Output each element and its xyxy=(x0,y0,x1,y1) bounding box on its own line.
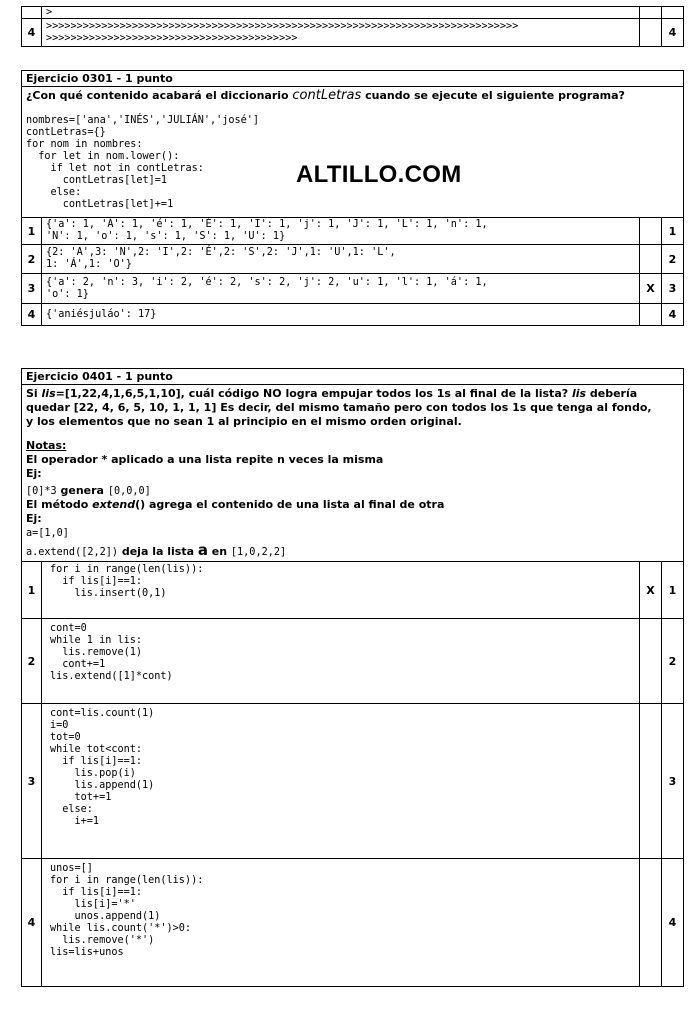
option-code: unos=[] for i in range(len(lis)): if lis[i]==1: lis[i]='*' unos.append(1) while lis.count('*')>0: lis.remove('*') lis=lis+unos xyxy=(42,859,640,987)
option-number: 3 xyxy=(22,704,42,859)
top-row4-code: >>>>>>>>>>>>>>>>>>>>>>>>>>>>>>>>>>>>>>>>>>>>>>>>>>>>>>>>>>>>>>>>>>>>>>>>>>>>> >>>>>>>>>>>>>>>>>>>>>>>>>>>>>>>>>>>>>>>>> xyxy=(42,19,640,47)
option-text: {2: 'A',3: 'N',2: 'I',2: 'É',2: 'S',2: 'J',1: 'U',1: 'L', 1: 'Á',1: 'O'} xyxy=(42,245,640,274)
exercise-0301-code: nombres=['ana','INÉS','JULIÁN','josé'] contLetras={} for nom in nombres: for let in nom.lower(): if let not in contLetras: contLetras[let]=1 else: contLetras[let]+=1 xyxy=(26,115,260,210)
option-mark xyxy=(639,619,661,704)
exercise-0301 xyxy=(21,70,684,326)
option-right-number: 4 xyxy=(661,859,683,987)
option-code: for i in range(len(lis)): if lis[i]==1: lis.insert(0,1) xyxy=(42,562,640,619)
option-number: 2 xyxy=(22,619,42,704)
option-right-number: 3 xyxy=(661,274,683,304)
option-right-number: 3 xyxy=(661,704,683,859)
option-number: 2 xyxy=(22,245,42,274)
note-2-example-line1: a=[1,0] xyxy=(26,528,69,539)
option-mark xyxy=(639,304,661,326)
option-text: {'a': 2, 'n': 3, 'i': 2, 'é': 2, 's': 2, 'j': 2, 'u': 1, 'l': 1, 'á': 1, 'o': 1} xyxy=(42,274,640,304)
exercise-0401-question-line1: Si lis=[1,22,4,1,6,5,1,10], cuál código NO logra empujar todos los 1s al final de la lista? lis debería xyxy=(26,387,638,400)
option-text: {'a': 1, 'Á': 1, 'é': 1, 'É': 1, 'I': 1, 'j': 1, 'J': 1, 'L': 1, 'n': 1, 'N': 1, 'o': 1, 's': 1, 'S': 1, 'U': 1} xyxy=(42,218,640,245)
option-number: 1 xyxy=(22,218,42,245)
option-number: 3 xyxy=(22,274,42,304)
exercise-0401-question-line2: quedar [22, 4, 6, 5, 10, 1, 1, 1] Es decir, del mismo tamaño pero con todos los 1s que tenga al fondo, xyxy=(26,401,652,414)
note-2: El método extend() agrega el contenido de una lista al final de otra xyxy=(26,498,445,511)
option-number: 4 xyxy=(22,304,42,326)
top-row4-right: 4 xyxy=(662,19,684,47)
option-mark xyxy=(639,218,661,245)
option-mark-correct: X xyxy=(639,274,661,304)
note-1: El operador * aplicado a una lista repite n veces la misma xyxy=(26,453,384,466)
option-right-number: 1 xyxy=(661,218,683,245)
top-row0-num-cell xyxy=(22,7,42,19)
note-1-example: [0]*3 genera [0,0,0] xyxy=(26,484,151,497)
note-2-ej: Ej: xyxy=(26,512,42,525)
option-text: {'aniésjuláo': 17} xyxy=(42,304,640,326)
exercise-0401-title: Ejercicio 0401 - 1 punto xyxy=(22,369,684,385)
option-mark xyxy=(639,245,661,274)
exercise-0301-title: Ejercicio 0301 - 1 punto xyxy=(22,71,684,87)
option-code: cont=lis.count(1) i=0 tot=0 while tot<cont: if lis[i]==1: lis.pop(i) lis.append(1) tot+=1 else: i+=1 xyxy=(42,704,640,859)
note-2-example-line2: a.extend([2,2]) deja la lista a en [1,0,2,2] xyxy=(26,541,287,559)
watermark-logo: ALTILLO.COM xyxy=(296,161,462,188)
top-row0-code: > xyxy=(42,7,640,19)
notes-heading: Notas: xyxy=(26,439,67,452)
option-number: 4 xyxy=(22,859,42,987)
exercise-0401-question-line3: y los elementos que no sean 1 al principio en el mismo orden original. xyxy=(26,415,462,428)
exercise-0301-statement xyxy=(22,87,684,218)
exercise-0301-question: ¿Con qué contenido acabará el diccionario contLetras cuando se ejecute el siguiente programa? xyxy=(26,88,625,103)
option-right-number: 2 xyxy=(661,245,683,274)
option-mark xyxy=(639,704,661,859)
option-mark xyxy=(639,859,661,987)
note-1-ej: Ej: xyxy=(26,467,42,480)
option-right-number: 2 xyxy=(661,619,683,704)
option-number: 1 xyxy=(22,562,42,619)
top-answer-table xyxy=(21,6,684,47)
exercise-0401 xyxy=(21,368,684,987)
option-mark-correct: X xyxy=(639,562,661,619)
option-code: cont=0 while 1 in lis: lis.remove(1) cont+=1 lis.extend([1]*cont) xyxy=(42,619,640,704)
top-row4-num: 4 xyxy=(22,19,42,47)
option-right-number: 4 xyxy=(661,304,683,326)
option-right-number: 1 xyxy=(661,562,683,619)
exercise-0401-statement xyxy=(22,385,684,562)
